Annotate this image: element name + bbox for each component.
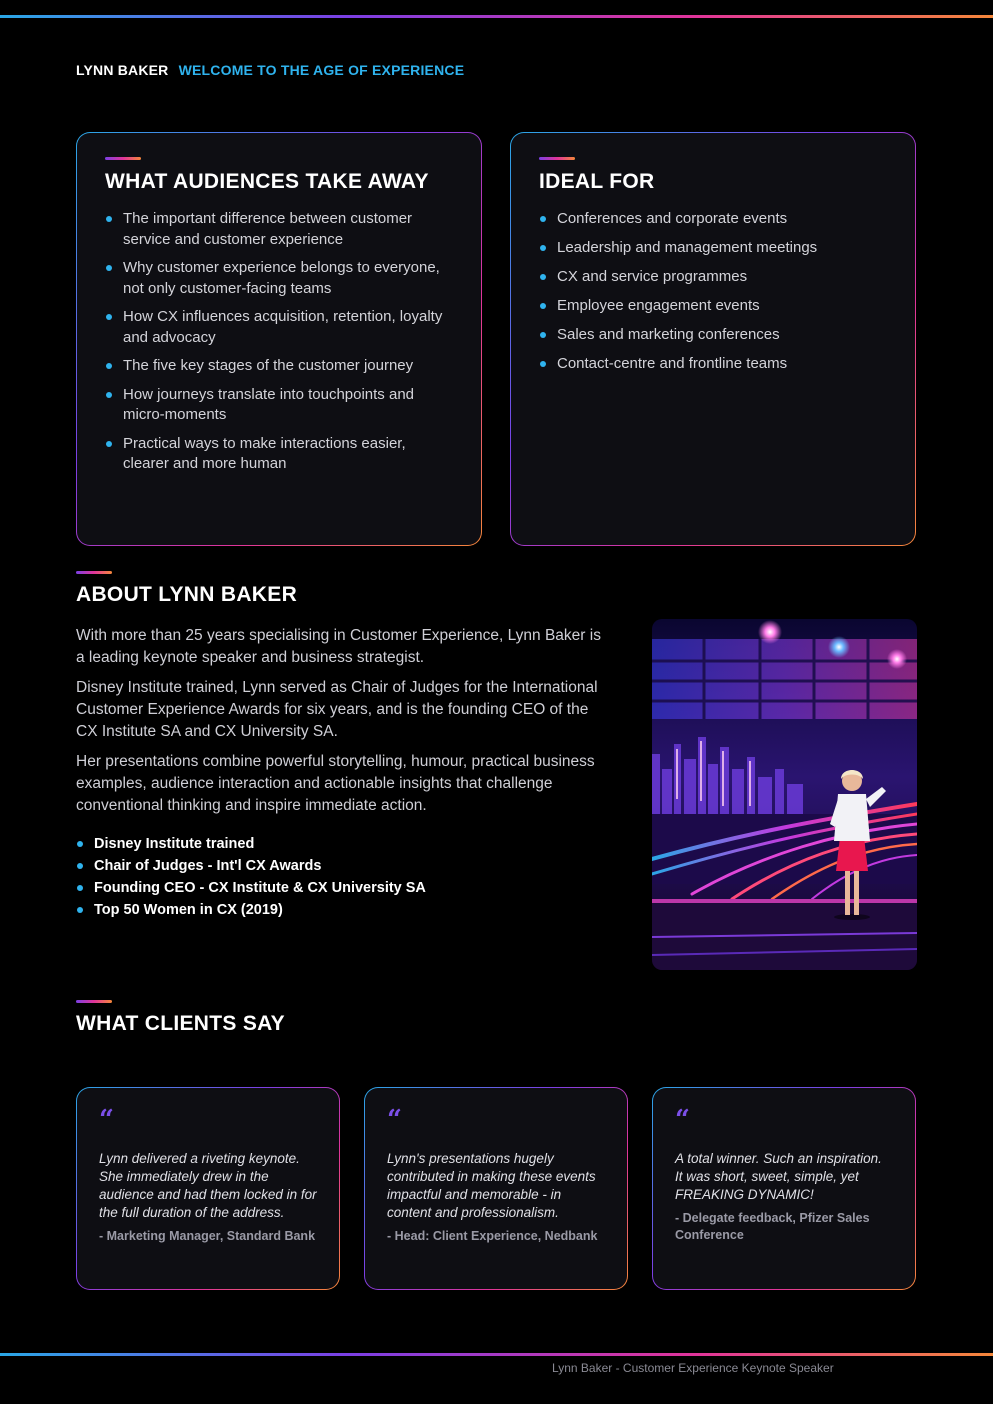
about-body: [76, 625, 606, 921]
clients-accent-bar: [76, 1000, 112, 1003]
about-accent-bar: [76, 571, 112, 574]
list-item: Contact-centre and frontline teams: [539, 354, 889, 375]
about-paragraph: Disney Institute trained, Lynn served as Chair of Judges for the International Customer Experience Awards for six years, and is the founding CEO of the CX Institute SA and CX University SA.: [76, 679, 598, 740]
credential-item: Chair of Judges - Int'l CX Awards: [76, 855, 606, 877]
testimonial-quote: Lynn delivered a riveting keynote. She immediately drew in the audience and had them locked in for the full duration of the address.: [99, 1151, 317, 1220]
ideal-for-card: [510, 132, 916, 546]
credential-item: Disney Institute trained: [76, 833, 606, 855]
list-item: Practical ways to make interactions easier, clearer and more human: [105, 434, 455, 475]
quote-icon: “: [99, 1105, 114, 1135]
list-item: The five key stages of the customer journey: [105, 356, 455, 377]
list-item: How CX influences acquisition, retention, loyalty and advocacy: [105, 307, 455, 348]
about-title: ABOUT LYNN BAKER: [76, 583, 298, 606]
testimonial-card: [652, 1087, 916, 1290]
ideal-for-accent-bar: [539, 157, 575, 160]
list-item: Sales and marketing conferences: [539, 325, 889, 346]
list-item: Why customer experience belongs to everyone, not only customer-facing teams: [105, 258, 455, 299]
about-paragraph: Her presentations combine powerful storytelling, humour, practical business examples, audience interaction and actionable insights that challenge conventional thinking and inspire immediate action.: [76, 753, 595, 814]
clients-title: WHAT CLIENTS SAY: [76, 1012, 285, 1035]
credential-item: Top 50 Women in CX (2019): [76, 899, 606, 921]
testimonial-author: - Delegate feedback, Pfizer Sales Conference: [675, 1211, 870, 1242]
list-item: Conferences and corporate events: [539, 209, 889, 230]
bottom-gradient-line: [0, 1353, 993, 1356]
quote-icon: “: [387, 1105, 402, 1135]
stage-illustration: [652, 619, 917, 970]
ideal-for-title: IDEAL FOR: [539, 170, 655, 193]
takeaway-title: WHAT AUDIENCES TAKE AWAY: [105, 170, 429, 193]
testimonial-quote: A total winner. Such an inspiration. It was short, sweet, simple, yet FREAKING DYNAMIC!: [675, 1151, 882, 1202]
testimonial-author: - Head: Client Experience, Nedbank: [387, 1229, 598, 1243]
about-paragraph: With more than 25 years specialising in Customer Experience, Lynn Baker is a leading keynote speaker and business strategist.: [76, 627, 601, 666]
speaker-stage-photo: [652, 619, 917, 970]
ideal-for-list: [539, 209, 889, 375]
list-item: How journeys translate into touchpoints and micro-moments: [105, 385, 455, 426]
page-header: [76, 62, 464, 78]
quote-icon: “: [675, 1105, 690, 1135]
credential-item: Founding CEO - CX Institute & CX University SA: [76, 877, 606, 899]
list-item: Employee engagement events: [539, 296, 889, 317]
testimonial-card: [76, 1087, 340, 1290]
takeaway-card: [76, 132, 482, 546]
testimonial-quote: Lynn's presentations hugely contributed in making these events impactful and memorable - in content and professionalism.: [387, 1151, 596, 1220]
list-item: CX and service programmes: [539, 267, 889, 288]
header-tagline: WELCOME TO THE AGE OF EXPERIENCE: [178, 62, 465, 78]
top-gradient-line: [0, 15, 993, 18]
list-item: Leadership and management meetings: [539, 238, 889, 259]
takeaway-accent-bar: [105, 157, 141, 160]
testimonial-author: - Marketing Manager, Standard Bank: [99, 1229, 316, 1243]
takeaway-list: [105, 209, 455, 475]
testimonial-card: [364, 1087, 628, 1290]
credentials-list: [76, 833, 606, 921]
footer-text: Lynn Baker - Customer Experience Keynote Speaker: [552, 1361, 834, 1375]
header-name: LYNN BAKER: [76, 62, 169, 78]
list-item: The important difference between customer service and customer experience: [105, 209, 455, 250]
